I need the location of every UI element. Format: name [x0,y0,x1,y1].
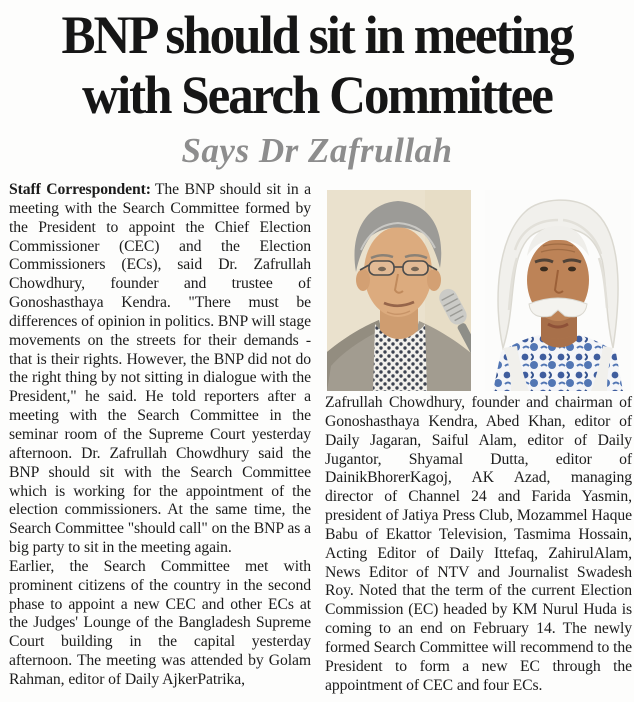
byline-label: Staff Correspondent: [9,181,151,198]
photo-strip [327,190,632,391]
article-subhead: Says Dr Zafrullah [181,131,453,170]
headline-line1: BNP should sit in meeting [61,6,573,66]
headline-line2: with Search Committee [82,66,552,126]
second-paragraph: Earlier, the Search Committee met with prominent citizens of the country in the second phase to appoint a new CEC and other ECs at the Judges' Lounge of the Bangladesh Supreme Court building in the capital yesterday afternoon. The meeting was attended by Golam Rahman, editor of Daily AjkerPatrika, [9,557,311,688]
article-column-left [9,181,311,690]
lead-paragraph-text: The BNP should sit in a meeting with the Search Committee formed by the President to appoint the Chief Election Commissioner (CEC) and the Election Commissioners (ECs), said Dr. Zafrullah Chowdhury, founder and trustee of Gonoshasthaya Kendra. "There must be differences of opinion in politics. BNP will stage movements on the streets for their demands - that is their rights. However, the BNP did not do the right thing by not sitting in dialogue with the President," he said. He told reporters after a meeting with the Search Committee in the seminar room of the Supreme Court yesterday afternoon. Dr. Zafrullah Chowdhury said the BNP should sit with the Search Committee which is working for the appointment of the election commissioners. At the same time, the Search Committee "should call" on the BNP as a big party to sit in the meeting again. [9,181,311,557]
photo-man-with-glasses-at-microphone [327,190,471,391]
article-column-right: Zafrullah Chowdhury, founder and chairman of Gonoshasthaya Kendra, Abed Khan, editor of Daily Jagaran, Saiful Alam, editor of Daily Jugantor, Shyamal Dutta, editor of DainikBhorerKagoj, AK Azad, managing director of Channel 24 and Farida Yasmin, president of Jatiya Press Club, Mozammel Haque Babu of Ekattor Television, Tasmima Hossain, Acting Editor of Daily Ittefaq, ZahirulAlam, News Editor of NTV and Journalist Swadesh Roy. Noted that the term of the current Election Commission (EC) headed by KM Nurul Huda is coming to an end on February 14. The newly formed Search Committee will recommend to the President to form a new EC through the appointment of CEC and four ECs. [325,394,632,694]
article-headline [0,4,634,124]
lead-paragraph [9,181,311,558]
photo-man-with-white-hair-and-mustache [485,190,631,391]
